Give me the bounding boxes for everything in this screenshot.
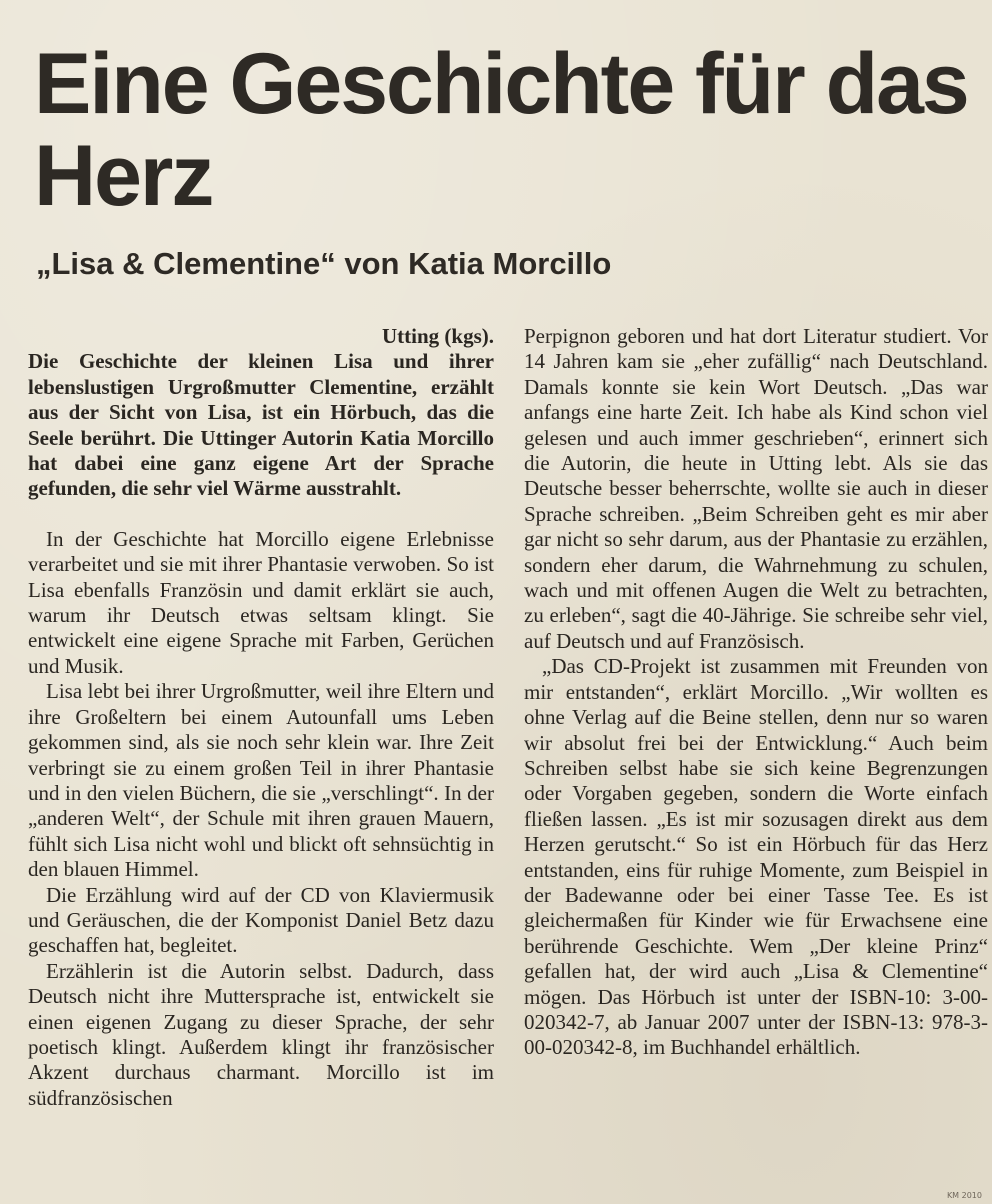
lead-paragraph: Die Geschichte der kleinen Lisa und ihrer lebenslustigen Urgroßmutter Clementine, erzählt aus der Sicht von Lisa, ist ein Hörbuch, das die Seele berührt. Die Uttinger Autorin Katia Morcillo hat dabei eine ganz eigene Art der Sprache gefunden, die sehr viel Wärme ausstrahlt.	[28, 349, 494, 501]
body-paragraph: Perpignon geboren und hat dort Literatur studiert. Vor 14 Jahren kam sie „eher zufällig“ nach Deutschland. Damals konnte sie kein Wort Deutsch. „Das war anfangs eine harte Zeit. Ich habe als Kind schon viel gelesen und auch immer geschrieben“, erinnert sich die Autorin, die heute in Utting lebt. Als sie das Deutsche besser beherrschte, wollte sie auch in dieser Sprache schreiben. „Beim Schreiben geht es mir aber gar nicht so sehr darum, aus der Phantasie zu erzählen, sondern eher darum, die Wahrnehmung zu schulen, wach und mit offenen Augen die Welt zu betrachten, zu erleben“, sagt die 40-Jährige. Sie schreibe sehr viel, auf Deutsch und auf Französisch.	[524, 324, 988, 653]
body-paragraph: Die Erzählung wird auf der CD von Klaviermusik und Geräuschen, die der Komponist Daniel Betz dazu geschaffen hat, begleitet.	[28, 882, 494, 958]
body-paragraph: In der Geschichte hat Morcillo eigene Erlebnisse verarbeitet und sie mit ihrer Phantasie verwoben. So ist Lisa ebenfalls Französin und damit erklärt sie auch, warum ihr Deutsch etwas seltsam klingt. Sie entwickelt eine eigene Sprache mit Farben, Gerüchen und Musik.	[28, 526, 494, 678]
body-paragraph: Lisa lebt bei ihrer Urgroßmutter, weil ihre Eltern und ihre Großeltern bei einem Autounfall ums Leben gekommen sind, als sie noch sehr klein war. Ihre Zeit verbringt sie zu einem großen Teil in ihrer Phantasie und in den vielen Büchern, die sie „verschlingt“. In der „anderen Welt“, der Schule mit ihren grauen Mauern, fühlt sich Lisa nicht wohl und blickt oft sehnsüchtig in den blauen Himmel.	[28, 679, 494, 882]
body-paragraph: „Das CD-Projekt ist zusammen mit Freunden von mir entstanden“, erklärt Morcillo. „Wir wollten es ohne Verlag auf die Beine stellen, denn nur so waren wir absolut frei bei der Entwicklung.“ Auch beim Schreiben selbst habe sie sich keine Begrenzungen oder Vorgaben gegeben, sondern die Worte einfach fließen lassen. „Es ist mir sozusagen direkt aus dem Herzen gerutscht.“ So ist ein Hörbuch für das Herz entstanden, eins für ruhige Momente, zum Beispiel in der Badewanne oder bei einer Tasse Tee. Es ist gleichermaßen für Kinder wie für Erwachsene eine berührende Geschichte. Wem „Der kleine Prinz“ gefallen hat, der wird auch „Lisa & Clementine“ mögen. Das Hörbuch ist unter der ISBN-10: 3-00-020342-7, ab Januar 2007 unter der ISBN-13: 978-3-00-020342-8, im Buchhandel erhältlich.	[524, 654, 988, 1060]
headline: Eine Geschichte für das Herz	[34, 36, 968, 224]
dateline: Utting (kgs).	[381, 324, 494, 348]
article-column-left	[28, 324, 494, 1111]
body-paragraph: Erzählerin ist die Autorin selbst. Dadurch, dass Deutsch nicht ihre Muttersprache ist, entwickelt sie einen eigenen Zugang zu dieser Sprache, der sehr poetisch klingt. Außerdem klingt ihr französischer Akzent durchaus charmant. Morcillo ist im südfranzösischen	[28, 958, 494, 1110]
article-column-right	[524, 324, 988, 1061]
subtitle: „Lisa & Clementine“ von Katia Morcillo	[36, 246, 612, 281]
scan-credit: KM 2010	[946, 1191, 982, 1200]
